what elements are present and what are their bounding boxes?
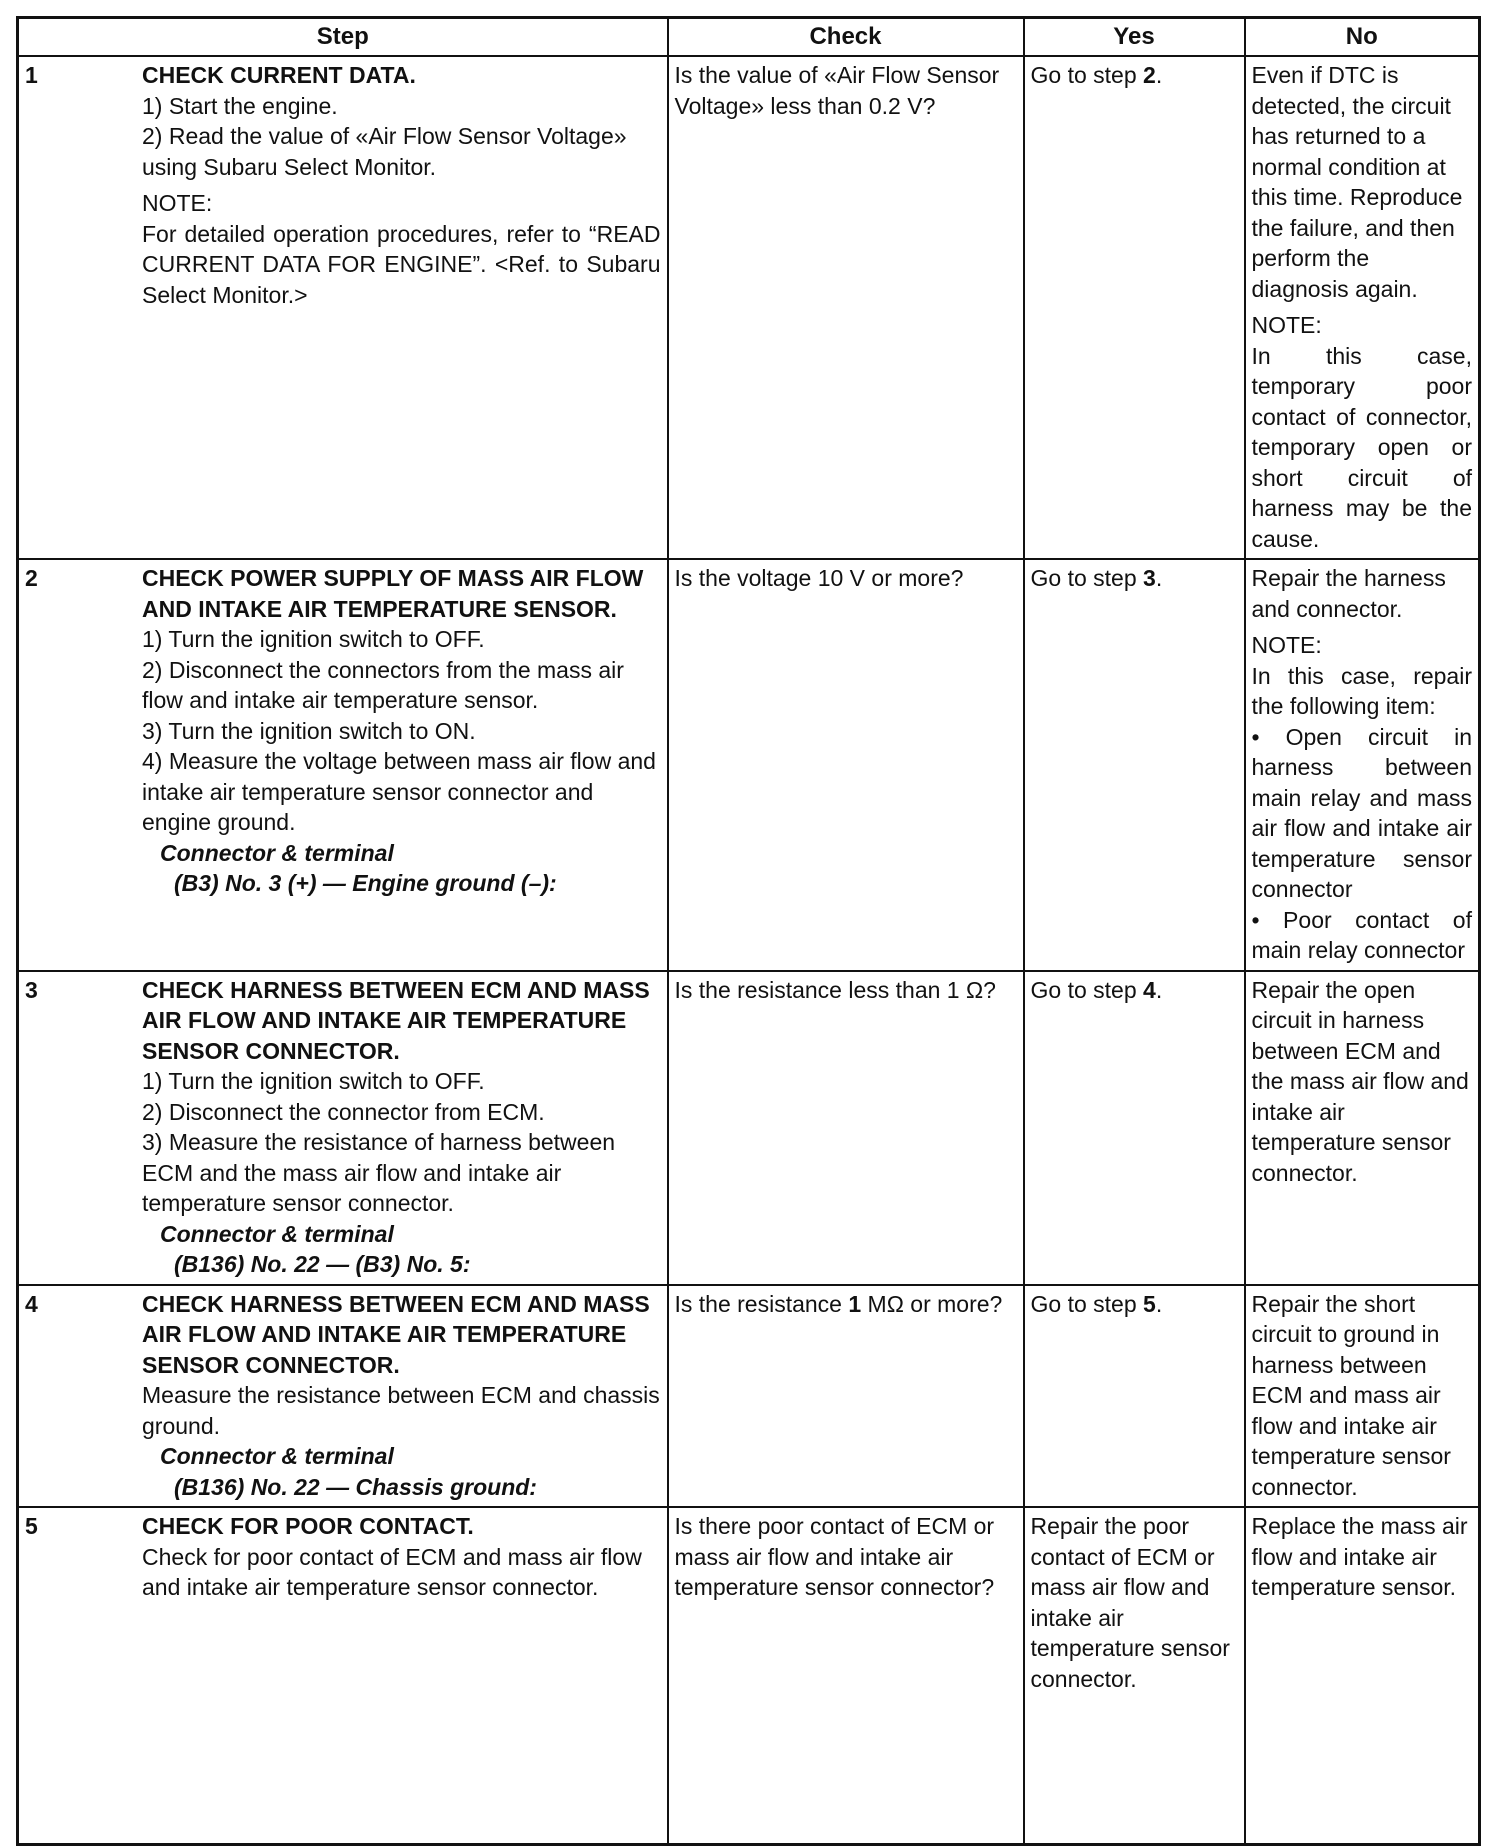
- step-instruction: 2) Disconnect the connectors from the mass air flow and intake air temperature sensor.: [142, 656, 624, 713]
- no-bullet: • Open circuit in harness between main relay and mass air flow and intake air temperature sensor connector: [1251, 723, 1472, 902]
- no-text: Even if DTC is detected, the circuit has returned to a normal condition at this time. Reproduce the failure, and then perform the diagnosis again.: [1251, 62, 1463, 302]
- note-label: NOTE:: [1251, 312, 1322, 338]
- step-number: 2: [25, 565, 38, 591]
- step-instruction: 3) Measure the resistance of harness between ECM and the mass air flow and intake air temperature sensor connector.: [142, 1129, 616, 1216]
- check-cell: Is the resistance less than 1 Ω?: [668, 971, 1024, 1285]
- connector-label: Connector & terminal: [160, 839, 394, 866]
- step-cell: [18, 971, 668, 1285]
- yes-step-number: 4: [1143, 976, 1156, 1003]
- table-header-row: [18, 18, 1480, 57]
- step-cell: [18, 559, 668, 971]
- table-row: [18, 971, 1480, 1285]
- step-instruction: 4) Measure the voltage between mass air flow and intake air temperature sensor connector and engine ground.: [142, 748, 656, 835]
- check-text: MΩ or more?: [861, 1290, 1003, 1317]
- step-title: CHECK CURRENT DATA.: [142, 62, 416, 88]
- connector-terminal: (B136) No. 22 — (B3) No. 5:: [174, 1251, 471, 1277]
- connector-terminal: (B136) No. 22 — Chassis ground:: [174, 1473, 537, 1500]
- check-cell: Is there poor contact of ECM or mass air flow and intake air temperature sensor connector?: [668, 1507, 1024, 1845]
- header-step: Step: [18, 18, 668, 57]
- connector-terminal: (B3) No. 3 (+) — Engine ground (–):: [174, 870, 557, 896]
- note-label: NOTE:: [142, 190, 213, 216]
- yes-text: Go to step: [1030, 62, 1144, 88]
- no-bullet: • Poor contact of main relay connector: [1251, 906, 1472, 963]
- step-instruction: 2) Disconnect the connector from ECM.: [142, 1098, 545, 1125]
- step-instruction: 1) Turn the ignition switch to OFF.: [142, 626, 485, 652]
- yes-text: Go to step: [1030, 1290, 1144, 1317]
- check-text: Is the resistance: [674, 1290, 849, 1317]
- step-number: 1: [25, 62, 38, 88]
- step-number: 5: [25, 1513, 38, 1539]
- check-cell: [668, 1285, 1024, 1508]
- table-row: [18, 559, 1480, 971]
- no-cell: [1245, 559, 1480, 971]
- step-instruction: Check for poor contact of ECM and mass air flow and intake air temperature sensor connector.: [142, 1543, 642, 1600]
- table-row: [18, 1285, 1480, 1508]
- yes-suffix: .: [1155, 565, 1163, 591]
- yes-suffix: .: [1155, 1290, 1163, 1317]
- step-instruction: 3) Turn the ignition switch to ON.: [142, 717, 476, 744]
- step-cell: [18, 1507, 668, 1845]
- header-no: No: [1245, 18, 1480, 57]
- note-text: In this case, temporary poor contact of connector, temporary open or short circuit of harness may be the cause.: [1251, 342, 1472, 552]
- note-label: NOTE:: [1251, 632, 1322, 658]
- table-row: [18, 56, 1480, 559]
- header-yes: Yes: [1024, 18, 1245, 57]
- yes-step-number: 5: [1143, 1290, 1156, 1317]
- step-instruction: 2) Read the value of «Air Flow Sensor Voltage» using Subaru Select Monitor.: [142, 123, 627, 180]
- check-cell: Is the value of «Air Flow Sensor Voltage» less than 0.2 V?: [668, 56, 1024, 559]
- step-title: CHECK POWER SUPPLY OF MASS AIR FLOW AND INTAKE AIR TEMPERATURE SENSOR.: [142, 565, 644, 622]
- table-row: [18, 1507, 1480, 1845]
- no-cell: Replace the mass air flow and intake air temperature sensor.: [1245, 1507, 1480, 1845]
- no-cell: Repair the open circuit in harness between ECM and the mass air flow and intake air temperature sensor connector.: [1245, 971, 1480, 1285]
- step-number: 3: [25, 976, 38, 1003]
- check-cell: Is the voltage 10 V or more?: [668, 559, 1024, 971]
- note-text: In this case, repair the following item:: [1251, 662, 1472, 719]
- step-number: 4: [25, 1290, 38, 1317]
- step-instruction: 1) Start the engine.: [142, 92, 338, 119]
- step-cell: [18, 56, 668, 559]
- no-cell: [1245, 56, 1480, 559]
- step-title: CHECK HARNESS BETWEEN ECM AND MASS AIR FLOW AND INTAKE AIR TEMPERATURE SENSOR CONNECTOR.: [142, 1290, 650, 1378]
- yes-suffix: .: [1155, 62, 1163, 88]
- step-instruction: 1) Turn the ignition switch to OFF.: [142, 1068, 485, 1094]
- no-cell: Repair the short circuit to ground in harness between ECM and mass air flow and intake air temperature sensor connector.: [1245, 1285, 1480, 1508]
- step-title: CHECK HARNESS BETWEEN ECM AND MASS AIR FLOW AND INTAKE AIR TEMPERATURE SENSOR CONNECTOR.: [142, 976, 650, 1064]
- step-title: CHECK FOR POOR CONTACT.: [142, 1513, 474, 1539]
- yes-cell: Repair the poor contact of ECM or mass air flow and intake air temperature sensor connector.: [1024, 1507, 1245, 1845]
- note-text: For detailed operation procedures, refer to “READ CURRENT DATA FOR ENGINE”. <Ref. to Subaru Select Monitor.>: [142, 220, 661, 308]
- diagnostic-procedure-table: [16, 16, 1481, 1846]
- yes-cell: [1024, 559, 1245, 971]
- yes-text: Go to step: [1030, 565, 1144, 591]
- yes-step-number: 3: [1143, 565, 1156, 591]
- check-value: 1: [848, 1290, 862, 1317]
- yes-cell: [1024, 1285, 1245, 1508]
- yes-cell: [1024, 971, 1245, 1285]
- step-instruction: Measure the resistance between ECM and chassis ground.: [142, 1382, 660, 1439]
- step-cell: [18, 1285, 668, 1508]
- yes-suffix: .: [1155, 976, 1163, 1003]
- no-text: Repair the harness and connector.: [1251, 565, 1446, 622]
- connector-label: Connector & terminal: [160, 1443, 394, 1469]
- yes-text: Go to step: [1030, 976, 1144, 1003]
- yes-cell: [1024, 56, 1245, 559]
- header-check: Check: [668, 18, 1024, 57]
- yes-step-number: 2: [1143, 62, 1156, 88]
- connector-label: Connector & terminal: [160, 1220, 394, 1247]
